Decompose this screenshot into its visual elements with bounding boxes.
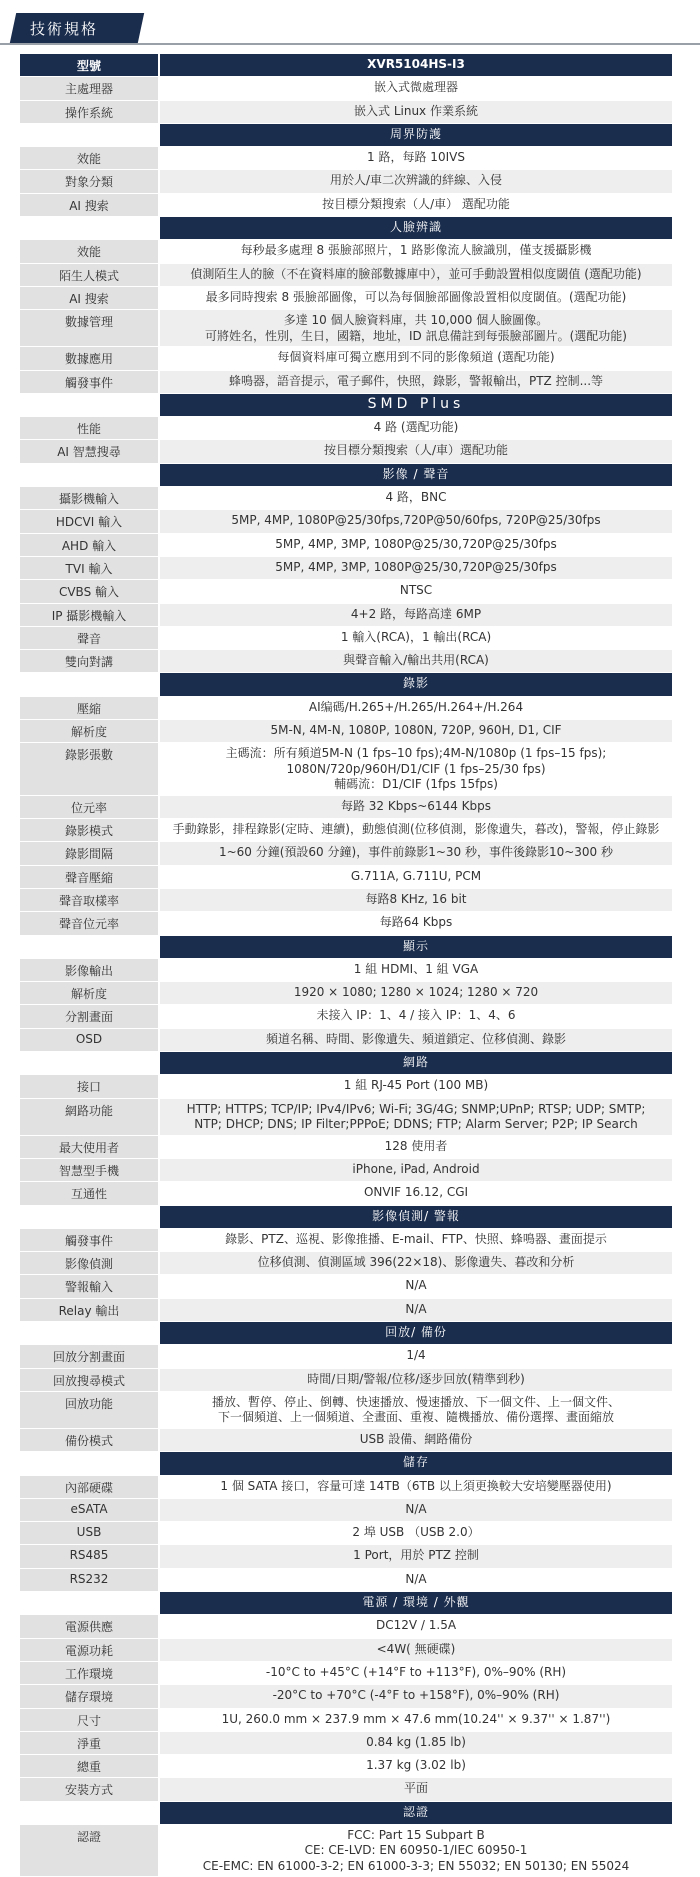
spec-row bbox=[20, 1662, 672, 1685]
spec-label: 回放分割畫面 bbox=[20, 1345, 160, 1367]
spec-label: RS232 bbox=[20, 1569, 160, 1591]
spec-label: AHD 輸入 bbox=[20, 534, 160, 556]
spec-value: 錄影、PTZ、巡視、影像推播、E-mail、FTP、快照、蜂鳴器、畫面提示 bbox=[225, 1231, 607, 1246]
spec-row bbox=[20, 1755, 672, 1778]
spec-row bbox=[20, 982, 672, 1005]
spec-row bbox=[20, 1685, 672, 1708]
spec-value: 128 使用者 bbox=[384, 1138, 448, 1153]
section-row bbox=[20, 394, 672, 417]
spec-row bbox=[20, 287, 672, 310]
spec-label: 數據應用 bbox=[20, 347, 160, 369]
spec-label: 最大使用者 bbox=[20, 1136, 160, 1158]
spec-value: 平面 bbox=[160, 1778, 672, 1800]
spec-row bbox=[20, 1569, 672, 1592]
section-spacer bbox=[20, 394, 160, 416]
spec-value: NTSC bbox=[399, 583, 433, 598]
section-row bbox=[20, 124, 672, 147]
spec-label: 聲音壓縮 bbox=[20, 866, 160, 888]
spec-label: 主處理器 bbox=[20, 77, 160, 99]
spec-label: 攝影機輸入 bbox=[20, 487, 160, 509]
spec-row bbox=[20, 1499, 672, 1522]
spec-label: 解析度 bbox=[20, 720, 160, 742]
spec-label: 操作系統 bbox=[20, 101, 160, 123]
spec-row bbox=[20, 743, 672, 796]
spec-value: 4 路 (選配功能) bbox=[373, 420, 459, 435]
spec-row bbox=[20, 1522, 672, 1545]
spec-row bbox=[20, 1345, 672, 1368]
spec-label: 壓縮 bbox=[20, 697, 160, 719]
spec-row bbox=[20, 264, 672, 287]
spec-label: USB bbox=[20, 1522, 160, 1544]
spec-row bbox=[20, 1709, 672, 1732]
spec-value: 偵測陌生人的臉（不在資料庫的臉部數據庫中），並可手動設置相似度閾值 (選配功能) bbox=[160, 264, 672, 286]
spec-label: 互通性 bbox=[20, 1182, 160, 1204]
section-heading: 影像 / 聲音 bbox=[160, 464, 672, 486]
spec-value: 主碼流：所有頻道5M-N (1 fps–10 fps);4M-N/1080p (1 fps–15 fps); 1080N/720p/960H/D1/CIF (1 fps–25/30 fps) 輔碼流：D1/CIF (1fps 15fps) bbox=[225, 746, 607, 792]
spec-value: 按目標分類搜索（人/車） 選配功能 bbox=[322, 196, 510, 211]
spec-label: 數據管理 bbox=[20, 310, 160, 346]
spec-value: N/A bbox=[160, 1499, 672, 1521]
spec-row bbox=[20, 1099, 672, 1136]
spec-value: 1 路，每路 10IVS bbox=[367, 150, 465, 165]
spec-row bbox=[20, 101, 672, 124]
spec-label: 聲音位元率 bbox=[20, 912, 160, 934]
spec-value: 每路8 KHz, 16 bit bbox=[160, 889, 672, 911]
spec-value: <4W( 無硬碟) bbox=[160, 1639, 672, 1661]
spec-value: 1/4 bbox=[406, 1348, 426, 1363]
spec-row bbox=[20, 440, 672, 463]
spec-row bbox=[20, 604, 672, 627]
section-heading: 周界防護 bbox=[160, 124, 672, 146]
spec-row bbox=[20, 1545, 672, 1568]
spec-row bbox=[20, 1476, 672, 1499]
spec-value: 按目標分類搜索（人/車）選配功能 bbox=[160, 440, 672, 462]
spec-label: 電源供應 bbox=[20, 1615, 160, 1637]
spec-row bbox=[20, 889, 672, 912]
spec-row bbox=[20, 371, 672, 394]
spec-label: HDCVI 輸入 bbox=[20, 510, 160, 532]
section-heading: 人臉辨識 bbox=[160, 217, 672, 239]
section-heading: 錄影 bbox=[160, 673, 672, 695]
model-label: 型號 bbox=[20, 54, 160, 76]
section-heading: 認證 bbox=[160, 1802, 672, 1824]
spec-row bbox=[20, 1275, 672, 1298]
section-spacer bbox=[20, 1592, 160, 1614]
spec-label: 位元率 bbox=[20, 796, 160, 818]
spec-value: HTTP; HTTPS; TCP/IP; IPv4/IPv6; Wi-Fi; 3G/4G; SNMP;UPnP; RTSP; UDP; SMTP; NTP; DHCP; DNS; IP Filter;PPPoE; DDNS; FTP; Alarm Server; P2P; IP Search bbox=[160, 1099, 672, 1135]
spec-label: 備份模式 bbox=[20, 1429, 160, 1451]
spec-label: TVI 輸入 bbox=[20, 557, 160, 579]
spec-value: 蜂鳴器，語音提示，電子郵件，快照，錄影，警報輸出，PTZ 控制...等 bbox=[160, 371, 672, 393]
spec-value: DC12V / 1.5A bbox=[375, 1618, 457, 1633]
spec-label: 電源功耗 bbox=[20, 1639, 160, 1661]
spec-value: 手動錄影，排程錄影(定時、連續)，動態偵測(位移偵測，影像遺失，暮改)，警報，停止錄影 bbox=[172, 822, 660, 837]
spec-value: 每路64 Kbps bbox=[379, 915, 453, 930]
spec-label: AI 搜索 bbox=[20, 287, 160, 309]
spec-row bbox=[20, 627, 672, 650]
spec-row bbox=[20, 1299, 672, 1322]
spec-row bbox=[20, 842, 672, 865]
spec-row bbox=[20, 1825, 672, 1877]
section-spacer bbox=[20, 1452, 160, 1474]
spec-label: IP 攝影機輸入 bbox=[20, 604, 160, 626]
section-title: 技術規格 bbox=[30, 20, 99, 38]
section-spacer bbox=[20, 936, 160, 958]
section-spacer bbox=[20, 1322, 160, 1344]
spec-row bbox=[20, 866, 672, 889]
section-row bbox=[20, 1802, 672, 1825]
model-value: XVR5104HS-I3 bbox=[160, 54, 672, 76]
section-row bbox=[20, 1322, 672, 1345]
section-heading: 回放/ 備份 bbox=[160, 1322, 672, 1344]
spec-table bbox=[20, 54, 672, 1877]
spec-value: 1U, 260.0 mm × 237.9 mm × 47.6 mm(10.24'' × 9.37'' × 1.87'') bbox=[221, 1711, 611, 1726]
section-heading: 儲存 bbox=[160, 1452, 672, 1474]
spec-value: 1.37 kg (3.02 lb) bbox=[366, 1758, 466, 1773]
spec-row bbox=[20, 1029, 672, 1052]
spec-row bbox=[20, 1229, 672, 1252]
spec-value: 1920 × 1080; 1280 × 1024; 1280 × 720 bbox=[160, 982, 672, 1004]
spec-label: 對象分類 bbox=[20, 170, 160, 192]
spec-label: 安裝方式 bbox=[20, 1778, 160, 1800]
spec-row bbox=[20, 580, 672, 603]
spec-value: 1 組 HDMI、1 組 VGA bbox=[353, 961, 479, 976]
spec-row bbox=[20, 796, 672, 819]
spec-value: 用於人/車二次辨識的絆線、入侵 bbox=[160, 170, 672, 192]
spec-row bbox=[20, 1429, 672, 1452]
spec-row bbox=[20, 170, 672, 193]
spec-value: N/A bbox=[160, 1299, 672, 1321]
section-row bbox=[20, 1206, 672, 1229]
section-spacer bbox=[20, 1802, 160, 1824]
spec-label: 分割畫面 bbox=[20, 1005, 160, 1027]
section-row bbox=[20, 217, 672, 240]
spec-label: 觸發事件 bbox=[20, 371, 160, 393]
spec-row bbox=[20, 240, 672, 263]
spec-row bbox=[20, 1778, 672, 1801]
section-row bbox=[20, 936, 672, 959]
section-spacer bbox=[20, 124, 160, 146]
spec-label: 回放搜尋模式 bbox=[20, 1369, 160, 1391]
spec-row bbox=[20, 347, 672, 370]
spec-label: 認證 bbox=[20, 1825, 160, 1877]
section-row bbox=[20, 1592, 672, 1615]
spec-label: 淨重 bbox=[20, 1732, 160, 1754]
spec-label: Relay 輸出 bbox=[20, 1299, 160, 1321]
section-row bbox=[20, 1052, 672, 1075]
spec-value: 4 路，BNC bbox=[385, 490, 447, 505]
spec-value: N/A bbox=[405, 1278, 427, 1293]
section-spacer bbox=[20, 1206, 160, 1228]
spec-value: 1 組 RJ-45 Port (100 MB) bbox=[343, 1078, 489, 1093]
section-heading: 網路 bbox=[160, 1052, 672, 1074]
spec-value: 位移偵測、偵測區域 396(22×18)、影像遺失、暮改和分析 bbox=[160, 1252, 672, 1274]
spec-label: 接口 bbox=[20, 1075, 160, 1097]
spec-value: 1~60 分鐘(預設60 分鐘)，事件前錄影1~30 秒，事件後錄影10~300 秒 bbox=[160, 842, 672, 864]
spec-row bbox=[20, 557, 672, 580]
spec-label: 聲音取樣率 bbox=[20, 889, 160, 911]
spec-label: 總重 bbox=[20, 1755, 160, 1777]
spec-label: 性能 bbox=[20, 417, 160, 439]
spec-row bbox=[20, 720, 672, 743]
spec-label: eSATA bbox=[20, 1499, 160, 1521]
spec-label: 錄影間隔 bbox=[20, 842, 160, 864]
spec-row bbox=[20, 1392, 672, 1429]
spec-value: -20°C to +70°C (-4°F to +158°F), 0%–90% (RH) bbox=[160, 1685, 672, 1707]
spec-value: 未接入 IP：1、4 / 接入 IP：1、4、6 bbox=[316, 1008, 516, 1023]
section-spacer bbox=[20, 673, 160, 695]
spec-row bbox=[20, 417, 672, 440]
spec-value: 4+2 路，每路高達 6MP bbox=[160, 604, 672, 626]
spec-label: 錄影模式 bbox=[20, 819, 160, 841]
spec-label: 觸發事件 bbox=[20, 1229, 160, 1251]
spec-value: 5MP, 4MP, 1080P@25/30fps,720P@50/60fps, 720P@25/30fps bbox=[160, 510, 672, 532]
spec-value: 每秒最多處理 8 張臉部照片，1 路影像流人臉識別，僅支援攝影機 bbox=[240, 243, 592, 258]
spec-row bbox=[20, 77, 672, 100]
spec-row bbox=[20, 1639, 672, 1662]
section-row bbox=[20, 673, 672, 696]
spec-row bbox=[20, 1136, 672, 1159]
spec-label: 雙向對講 bbox=[20, 650, 160, 672]
spec-label: 效能 bbox=[20, 147, 160, 169]
spec-value: ONVIF 16.12, CGI bbox=[363, 1185, 469, 1200]
spec-value: 1 Port，用於 PTZ 控制 bbox=[160, 1545, 672, 1567]
section-heading: 顯示 bbox=[160, 936, 672, 958]
spec-label: 影像輸出 bbox=[20, 959, 160, 981]
spec-row bbox=[20, 310, 672, 347]
spec-label: 陌生人模式 bbox=[20, 264, 160, 286]
section-heading: 電源 / 環境 / 外觀 bbox=[160, 1592, 672, 1614]
spec-row bbox=[20, 147, 672, 170]
spec-value: USB 設備、網路備份 bbox=[160, 1429, 672, 1451]
spec-value: 5M-N, 4M-N, 1080P, 1080N, 720P, 960H, D1, CIF bbox=[160, 720, 672, 742]
header-divider bbox=[0, 43, 700, 45]
spec-row bbox=[20, 1252, 672, 1275]
spec-label: 內部硬碟 bbox=[20, 1476, 160, 1498]
spec-row bbox=[20, 510, 672, 533]
spec-label: 錄影張數 bbox=[20, 743, 160, 795]
section-row bbox=[20, 464, 672, 487]
spec-row bbox=[20, 1732, 672, 1755]
spec-label: RS485 bbox=[20, 1545, 160, 1567]
section-heading: SMD Plus bbox=[160, 394, 672, 416]
section-heading: 影像偵測/ 警報 bbox=[160, 1206, 672, 1228]
spec-value: FCC: Part 15 Subpart B CE: CE-LVD: EN 60950-1/IEC 60950-1 CE-EMC: EN 61000-3-2; EN 61000-3-3; EN 55032; EN 50130; EN 55024 bbox=[202, 1827, 630, 1873]
spec-label: OSD bbox=[20, 1029, 160, 1051]
spec-label: 警報輸入 bbox=[20, 1275, 160, 1297]
spec-value: -10°C to +45°C (+14°F to +113°F), 0%–90% (RH) bbox=[265, 1664, 567, 1679]
spec-label: 解析度 bbox=[20, 982, 160, 1004]
spec-row bbox=[20, 1075, 672, 1098]
spec-label: 智慧型手機 bbox=[20, 1159, 160, 1181]
spec-label: 影像偵測 bbox=[20, 1252, 160, 1274]
spec-row bbox=[20, 912, 672, 935]
spec-label: 回放功能 bbox=[20, 1392, 160, 1428]
spec-label: AI 搜索 bbox=[20, 194, 160, 216]
spec-value: 2 埠 USB （USB 2.0） bbox=[352, 1525, 480, 1540]
spec-label: 效能 bbox=[20, 240, 160, 262]
spec-value: AI编碼/H.265+/H.265/H.264+/H.264 bbox=[308, 699, 524, 714]
spec-label: 工作環境 bbox=[20, 1662, 160, 1684]
spec-value: 頻道名稱、時間、影像遺失、頻道鎖定、位移偵測、錄影 bbox=[160, 1029, 672, 1051]
model-row bbox=[20, 54, 672, 77]
spec-row bbox=[20, 1369, 672, 1392]
spec-value: 0.84 kg (1.85 lb) bbox=[160, 1732, 672, 1754]
spec-row bbox=[20, 650, 672, 673]
spec-value: 最多同時搜索 8 張臉部圖像，可以為每個臉部圖像設置相似度閾值。(選配功能) bbox=[205, 289, 627, 304]
spec-row bbox=[20, 487, 672, 510]
spec-value: 播放、暫停、停止、倒轉、快速播放、慢速播放、下一個文件、上一個文件、 下一個頻道、上一個頻道、全畫面、重複、隨機播放、備份選擇、畫面縮放 bbox=[211, 1394, 620, 1425]
spec-value: G.711A, G.711U, PCM bbox=[350, 868, 482, 883]
section-spacer bbox=[20, 217, 160, 239]
spec-value: N/A bbox=[405, 1571, 427, 1586]
spec-label: 尺寸 bbox=[20, 1709, 160, 1731]
section-spacer bbox=[20, 464, 160, 486]
spec-row bbox=[20, 1182, 672, 1205]
spec-value: 與聲音輸入/輸出共用(RCA) bbox=[160, 650, 672, 672]
spec-label: AI 智慧搜尋 bbox=[20, 440, 160, 462]
spec-row bbox=[20, 819, 672, 842]
spec-value: 多達 10 個人臉資料庫，共 10,000 個人臉圖像。 可將姓名，性別，生日，國籍，地址，ID 訊息備註到每張臉部圖片。(選配功能) bbox=[160, 310, 672, 346]
section-spacer bbox=[20, 1052, 160, 1074]
spec-value: iPhone, iPad, Android bbox=[160, 1159, 672, 1181]
spec-value: 5MP, 4MP, 3MP, 1080P@25/30,720P@25/30fps bbox=[275, 536, 557, 551]
spec-value: 嵌入式微處理器 bbox=[373, 80, 458, 95]
spec-row bbox=[20, 697, 672, 720]
spec-label: 儲存環境 bbox=[20, 1685, 160, 1707]
section-row bbox=[20, 1452, 672, 1475]
spec-row bbox=[20, 194, 672, 217]
spec-value: 1 個 SATA 接口，容量可達 14TB（6TB 以上須更換較大安培變壓器使用) bbox=[220, 1478, 612, 1493]
spec-row bbox=[20, 959, 672, 982]
spec-value: 1 輸入(RCA)，1 輸出(RCA) bbox=[340, 629, 492, 644]
spec-label: 網路功能 bbox=[20, 1099, 160, 1135]
spec-value: 嵌入式 Linux 作業系統 bbox=[160, 101, 672, 123]
spec-label: CVBS 輸入 bbox=[20, 580, 160, 602]
spec-row bbox=[20, 534, 672, 557]
spec-row bbox=[20, 1615, 672, 1638]
spec-value: 每個資料庫可獨立應用到不同的影像頻道 (選配功能) bbox=[277, 350, 555, 365]
spec-value: 5MP, 4MP, 3MP, 1080P@25/30,720P@25/30fps bbox=[160, 557, 672, 579]
spec-value: 每路 32 Kbps~6144 Kbps bbox=[160, 796, 672, 818]
spec-row bbox=[20, 1159, 672, 1182]
spec-label: 聲音 bbox=[20, 627, 160, 649]
section-header-bar bbox=[0, 0, 700, 47]
spec-value: 時間/日期/警報/位移/逐步回放(精準到秒) bbox=[160, 1369, 672, 1391]
spec-row bbox=[20, 1005, 672, 1028]
